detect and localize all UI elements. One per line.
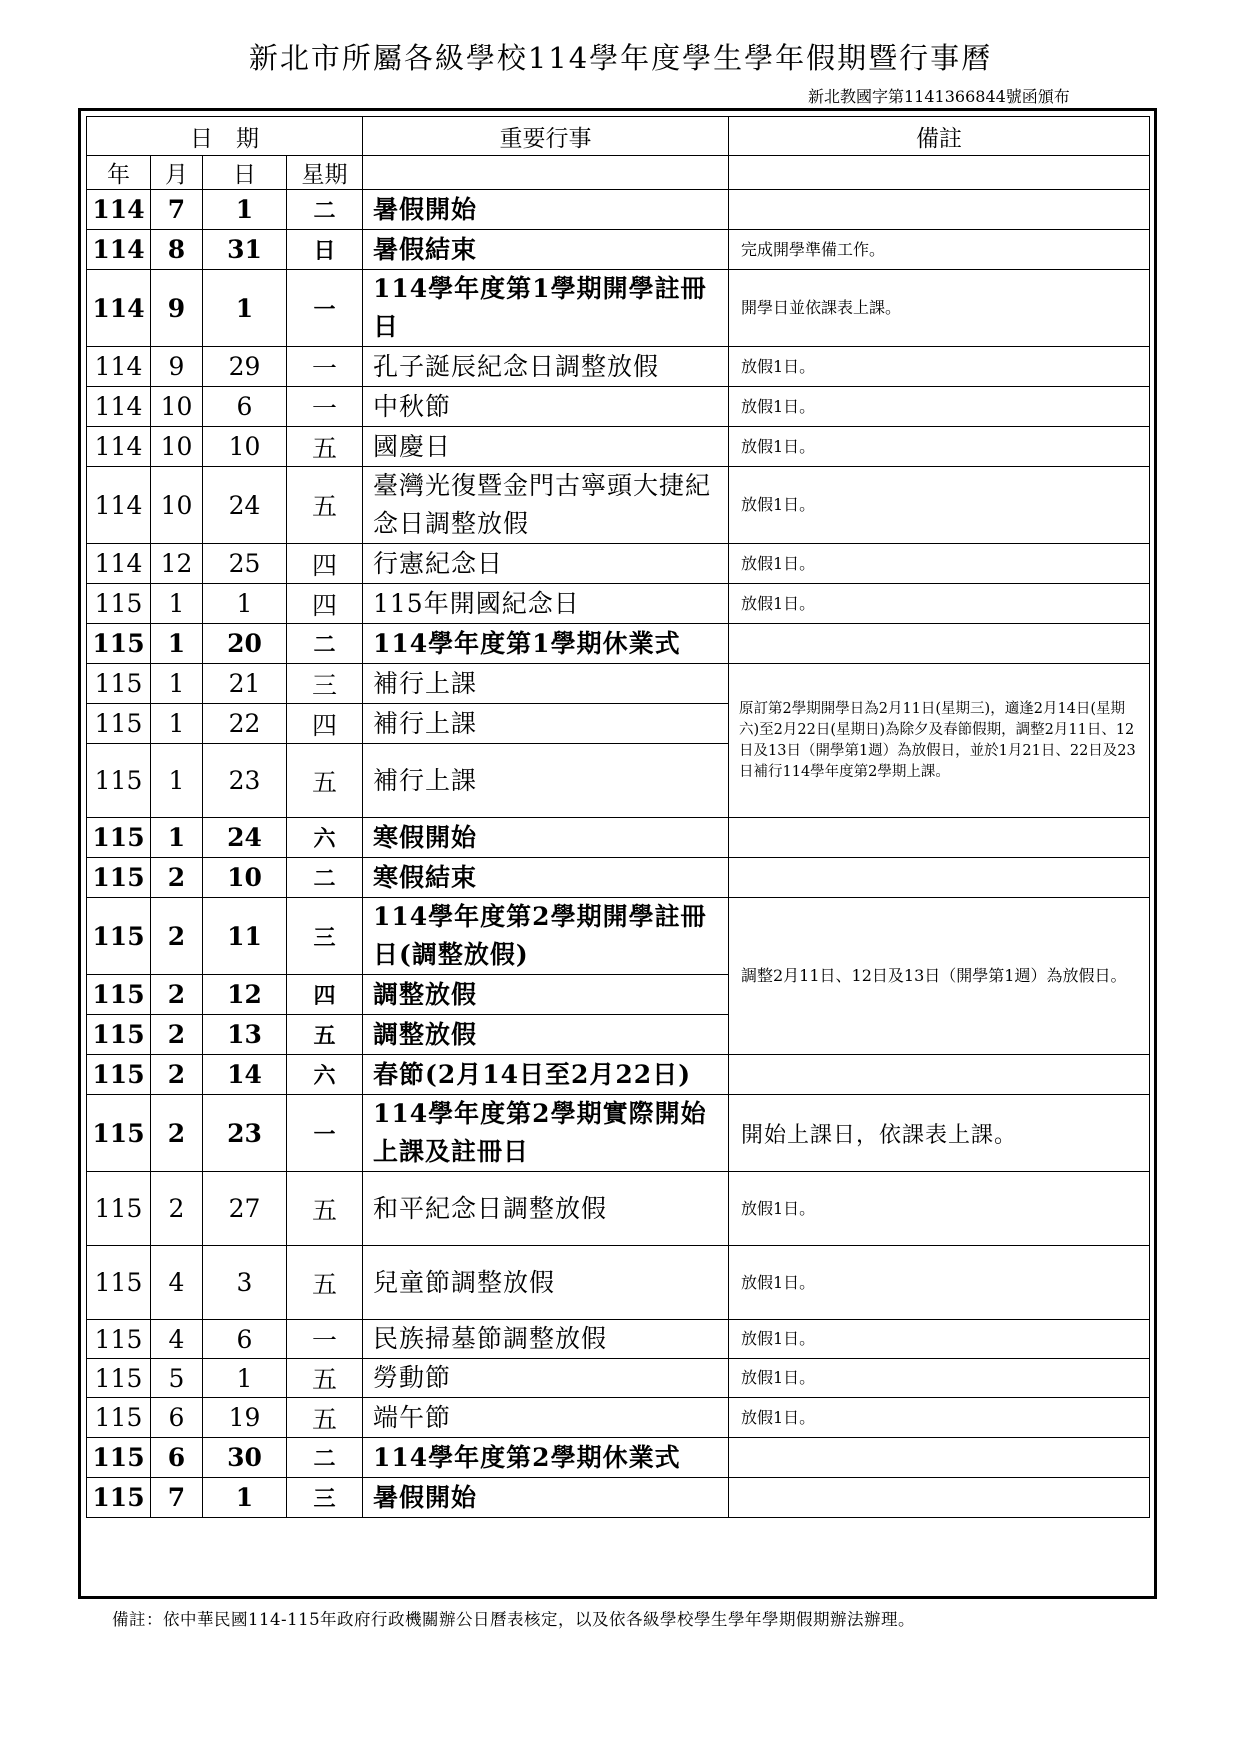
note-cell bbox=[729, 858, 1150, 898]
event-cell: 暑假開始 bbox=[363, 190, 729, 230]
weekday-cell: 三 bbox=[287, 1478, 363, 1518]
table-row bbox=[87, 427, 1150, 467]
year-cell: 114 bbox=[87, 230, 151, 270]
weekday-cell: 一 bbox=[287, 387, 363, 427]
day-cell: 22 bbox=[203, 704, 287, 744]
note-cell: 放假1日。 bbox=[729, 1246, 1150, 1320]
month-cell: 6 bbox=[151, 1438, 203, 1478]
year-cell: 114 bbox=[87, 544, 151, 584]
event-cell: 寒假結束 bbox=[363, 858, 729, 898]
table-row bbox=[87, 270, 1150, 347]
header-day: 日 bbox=[203, 156, 287, 190]
event-cell: 補行上課 bbox=[363, 704, 729, 744]
event-cell: 暑假結束 bbox=[363, 230, 729, 270]
day-cell: 27 bbox=[203, 1172, 287, 1246]
table-row bbox=[87, 624, 1150, 664]
day-cell: 23 bbox=[203, 744, 287, 818]
year-cell: 115 bbox=[87, 584, 151, 624]
table-row bbox=[87, 1398, 1150, 1438]
month-cell: 2 bbox=[151, 858, 203, 898]
table-row bbox=[87, 1055, 1150, 1095]
footer-note: 備註：依中華民國114-115年政府行政機關辦公日曆表核定，以及依各級學校學生學年學期假期辦法辦理。 bbox=[112, 1610, 916, 1629]
table-row bbox=[87, 898, 1150, 975]
weekday-cell: 四 bbox=[287, 584, 363, 624]
note-cell: 放假1日。 bbox=[729, 1359, 1150, 1398]
year-cell: 115 bbox=[87, 704, 151, 744]
day-cell: 12 bbox=[203, 975, 287, 1015]
year-cell: 114 bbox=[87, 467, 151, 544]
month-cell: 10 bbox=[151, 387, 203, 427]
table-row bbox=[87, 1438, 1150, 1478]
month-cell: 2 bbox=[151, 898, 203, 975]
note-cell-merged: 調整2月11日、12日及13日（開學第1週）為放假日。 bbox=[729, 898, 1150, 1055]
note-cell: 完成開學準備工作。 bbox=[729, 230, 1150, 270]
year-cell: 115 bbox=[87, 744, 151, 818]
note-cell: 放假1日。 bbox=[729, 1172, 1150, 1246]
weekday-cell: 二 bbox=[287, 1438, 363, 1478]
month-cell: 1 bbox=[151, 584, 203, 624]
weekday-cell: 五 bbox=[287, 744, 363, 818]
weekday-cell: 六 bbox=[287, 1055, 363, 1095]
weekday-cell: 五 bbox=[287, 427, 363, 467]
table-row bbox=[87, 818, 1150, 858]
event-cell: 和平紀念日調整放假 bbox=[363, 1172, 729, 1246]
note-cell bbox=[729, 190, 1150, 230]
note-cell: 放假1日。 bbox=[729, 467, 1150, 544]
day-cell: 10 bbox=[203, 427, 287, 467]
year-cell: 115 bbox=[87, 818, 151, 858]
year-cell: 114 bbox=[87, 387, 151, 427]
day-cell: 20 bbox=[203, 624, 287, 664]
month-cell: 2 bbox=[151, 1172, 203, 1246]
weekday-cell: 四 bbox=[287, 975, 363, 1015]
weekday-cell: 三 bbox=[287, 664, 363, 704]
day-cell: 6 bbox=[203, 1320, 287, 1359]
year-cell: 115 bbox=[87, 1398, 151, 1438]
month-cell: 2 bbox=[151, 975, 203, 1015]
month-cell: 1 bbox=[151, 664, 203, 704]
year-cell: 115 bbox=[87, 1055, 151, 1095]
event-cell: 114學年度第2學期休業式 bbox=[363, 1438, 729, 1478]
month-cell: 2 bbox=[151, 1055, 203, 1095]
month-cell: 1 bbox=[151, 624, 203, 664]
year-cell: 115 bbox=[87, 975, 151, 1015]
table-row bbox=[87, 1095, 1150, 1172]
month-cell: 9 bbox=[151, 347, 203, 387]
table-row bbox=[87, 467, 1150, 544]
header-year: 年 bbox=[87, 156, 151, 190]
day-cell: 19 bbox=[203, 1398, 287, 1438]
event-cell: 民族掃墓節調整放假 bbox=[363, 1320, 729, 1359]
table-row bbox=[87, 584, 1150, 624]
year-cell: 115 bbox=[87, 898, 151, 975]
year-cell: 115 bbox=[87, 1359, 151, 1398]
day-cell: 10 bbox=[203, 858, 287, 898]
note-cell bbox=[729, 624, 1150, 664]
header-event: 重要行事 bbox=[363, 117, 729, 156]
year-cell: 115 bbox=[87, 664, 151, 704]
event-cell: 暑假開始 bbox=[363, 1478, 729, 1518]
weekday-cell: 六 bbox=[287, 818, 363, 858]
event-cell: 端午節 bbox=[363, 1398, 729, 1438]
event-cell: 115年開國紀念日 bbox=[363, 584, 729, 624]
weekday-cell: 一 bbox=[287, 347, 363, 387]
month-cell: 10 bbox=[151, 427, 203, 467]
month-cell: 7 bbox=[151, 190, 203, 230]
weekday-cell: 日 bbox=[287, 230, 363, 270]
table-row bbox=[87, 387, 1150, 427]
year-cell: 114 bbox=[87, 427, 151, 467]
day-cell: 30 bbox=[203, 1438, 287, 1478]
event-cell: 寒假開始 bbox=[363, 818, 729, 858]
year-cell: 114 bbox=[87, 347, 151, 387]
table-row bbox=[87, 1246, 1150, 1320]
event-cell: 調整放假 bbox=[363, 1015, 729, 1055]
weekday-cell: 一 bbox=[287, 270, 363, 347]
day-cell: 3 bbox=[203, 1246, 287, 1320]
weekday-cell: 五 bbox=[287, 467, 363, 544]
day-cell: 1 bbox=[203, 1359, 287, 1398]
year-cell: 115 bbox=[87, 858, 151, 898]
day-cell: 1 bbox=[203, 270, 287, 347]
header-note: 備註 bbox=[729, 117, 1150, 156]
table-row bbox=[87, 664, 1150, 704]
table-row bbox=[87, 1320, 1150, 1359]
weekday-cell: 五 bbox=[287, 1172, 363, 1246]
weekday-cell: 三 bbox=[287, 898, 363, 975]
note-cell: 放假1日。 bbox=[729, 1398, 1150, 1438]
day-cell: 6 bbox=[203, 387, 287, 427]
header-weekday: 星期 bbox=[287, 156, 363, 190]
day-cell: 25 bbox=[203, 544, 287, 584]
day-cell: 1 bbox=[203, 190, 287, 230]
note-cell: 開學日並依課表上課。 bbox=[729, 270, 1150, 347]
month-cell: 1 bbox=[151, 744, 203, 818]
page-title: 新北市所屬各級學校114學年度學生學年假期暨行事曆 bbox=[248, 41, 993, 75]
note-cell bbox=[729, 1055, 1150, 1095]
weekday-cell: 五 bbox=[287, 1398, 363, 1438]
event-cell: 補行上課 bbox=[363, 664, 729, 704]
month-cell: 10 bbox=[151, 467, 203, 544]
note-cell bbox=[729, 1478, 1150, 1518]
weekday-cell: 一 bbox=[287, 1320, 363, 1359]
day-cell: 24 bbox=[203, 818, 287, 858]
month-cell: 8 bbox=[151, 230, 203, 270]
event-cell: 臺灣光復暨金門古寧頭大捷紀念日調整放假 bbox=[363, 467, 729, 544]
month-cell: 1 bbox=[151, 704, 203, 744]
weekday-cell: 一 bbox=[287, 1095, 363, 1172]
day-cell: 1 bbox=[203, 584, 287, 624]
month-cell: 1 bbox=[151, 818, 203, 858]
year-cell: 115 bbox=[87, 1015, 151, 1055]
day-cell: 24 bbox=[203, 467, 287, 544]
weekday-cell: 五 bbox=[287, 1359, 363, 1398]
document-number: 新北教國字第1141366844號函頒布 bbox=[808, 87, 1070, 106]
month-cell: 2 bbox=[151, 1095, 203, 1172]
event-cell: 補行上課 bbox=[363, 744, 729, 818]
note-cell: 開始上課日，依課表上課。 bbox=[729, 1095, 1150, 1172]
day-cell: 31 bbox=[203, 230, 287, 270]
table-row bbox=[87, 230, 1150, 270]
note-cell: 放假1日。 bbox=[729, 584, 1150, 624]
table-row bbox=[87, 1172, 1150, 1246]
event-cell: 114學年度第1學期休業式 bbox=[363, 624, 729, 664]
header-blank bbox=[729, 156, 1150, 190]
year-cell: 115 bbox=[87, 1438, 151, 1478]
calendar-table bbox=[86, 116, 1150, 1518]
day-cell: 23 bbox=[203, 1095, 287, 1172]
month-cell: 6 bbox=[151, 1398, 203, 1438]
day-cell: 1 bbox=[203, 1478, 287, 1518]
note-cell: 放假1日。 bbox=[729, 387, 1150, 427]
year-cell: 115 bbox=[87, 1478, 151, 1518]
event-cell: 孔子誕辰紀念日調整放假 bbox=[363, 347, 729, 387]
weekday-cell: 五 bbox=[287, 1246, 363, 1320]
month-cell: 4 bbox=[151, 1320, 203, 1359]
table-row bbox=[87, 190, 1150, 230]
note-cell bbox=[729, 818, 1150, 858]
day-cell: 14 bbox=[203, 1055, 287, 1095]
weekday-cell: 二 bbox=[287, 858, 363, 898]
header-blank bbox=[363, 156, 729, 190]
note-cell bbox=[729, 1438, 1150, 1478]
note-cell-merged: 原訂第2學期開學日為2月11日(星期三)，適逢2月14日(星期六)至2月22日(星期日)為除夕及春節假期，調整2月11日、12日及13日（開學第1週）為放假日，並於1月21日、22日及23日補行114學年度第2學期上課。 bbox=[729, 664, 1150, 818]
year-cell: 114 bbox=[87, 270, 151, 347]
header-date: 日 期 bbox=[87, 117, 363, 156]
table-row bbox=[87, 858, 1150, 898]
header-month: 月 bbox=[151, 156, 203, 190]
event-cell: 114學年度第2學期實際開始上課及註冊日 bbox=[363, 1095, 729, 1172]
note-cell: 放假1日。 bbox=[729, 427, 1150, 467]
table-row bbox=[87, 544, 1150, 584]
table-row bbox=[87, 1478, 1150, 1518]
weekday-cell: 四 bbox=[287, 544, 363, 584]
year-cell: 115 bbox=[87, 1246, 151, 1320]
event-cell: 行憲紀念日 bbox=[363, 544, 729, 584]
note-cell: 放假1日。 bbox=[729, 544, 1150, 584]
weekday-cell: 五 bbox=[287, 1015, 363, 1055]
day-cell: 21 bbox=[203, 664, 287, 704]
weekday-cell: 二 bbox=[287, 190, 363, 230]
event-cell: 勞動節 bbox=[363, 1359, 729, 1398]
event-cell: 中秋節 bbox=[363, 387, 729, 427]
year-cell: 114 bbox=[87, 190, 151, 230]
year-cell: 115 bbox=[87, 1320, 151, 1359]
event-cell: 春節(2月14日至2月22日) bbox=[363, 1055, 729, 1095]
day-cell: 29 bbox=[203, 347, 287, 387]
year-cell: 115 bbox=[87, 1095, 151, 1172]
year-cell: 115 bbox=[87, 624, 151, 664]
table-row bbox=[87, 347, 1150, 387]
note-cell: 放假1日。 bbox=[729, 1320, 1150, 1359]
year-cell: 115 bbox=[87, 1172, 151, 1246]
day-cell: 11 bbox=[203, 898, 287, 975]
event-cell: 114學年度第1學期開學註冊日 bbox=[363, 270, 729, 347]
event-cell: 調整放假 bbox=[363, 975, 729, 1015]
month-cell: 12 bbox=[151, 544, 203, 584]
month-cell: 2 bbox=[151, 1015, 203, 1055]
event-cell: 兒童節調整放假 bbox=[363, 1246, 729, 1320]
month-cell: 5 bbox=[151, 1359, 203, 1398]
table-row bbox=[87, 1359, 1150, 1398]
month-cell: 7 bbox=[151, 1478, 203, 1518]
month-cell: 4 bbox=[151, 1246, 203, 1320]
day-cell: 13 bbox=[203, 1015, 287, 1055]
weekday-cell: 四 bbox=[287, 704, 363, 744]
weekday-cell: 二 bbox=[287, 624, 363, 664]
event-cell: 國慶日 bbox=[363, 427, 729, 467]
month-cell: 9 bbox=[151, 270, 203, 347]
note-cell: 放假1日。 bbox=[729, 347, 1150, 387]
event-cell: 114學年度第2學期開學註冊日(調整放假) bbox=[363, 898, 729, 975]
